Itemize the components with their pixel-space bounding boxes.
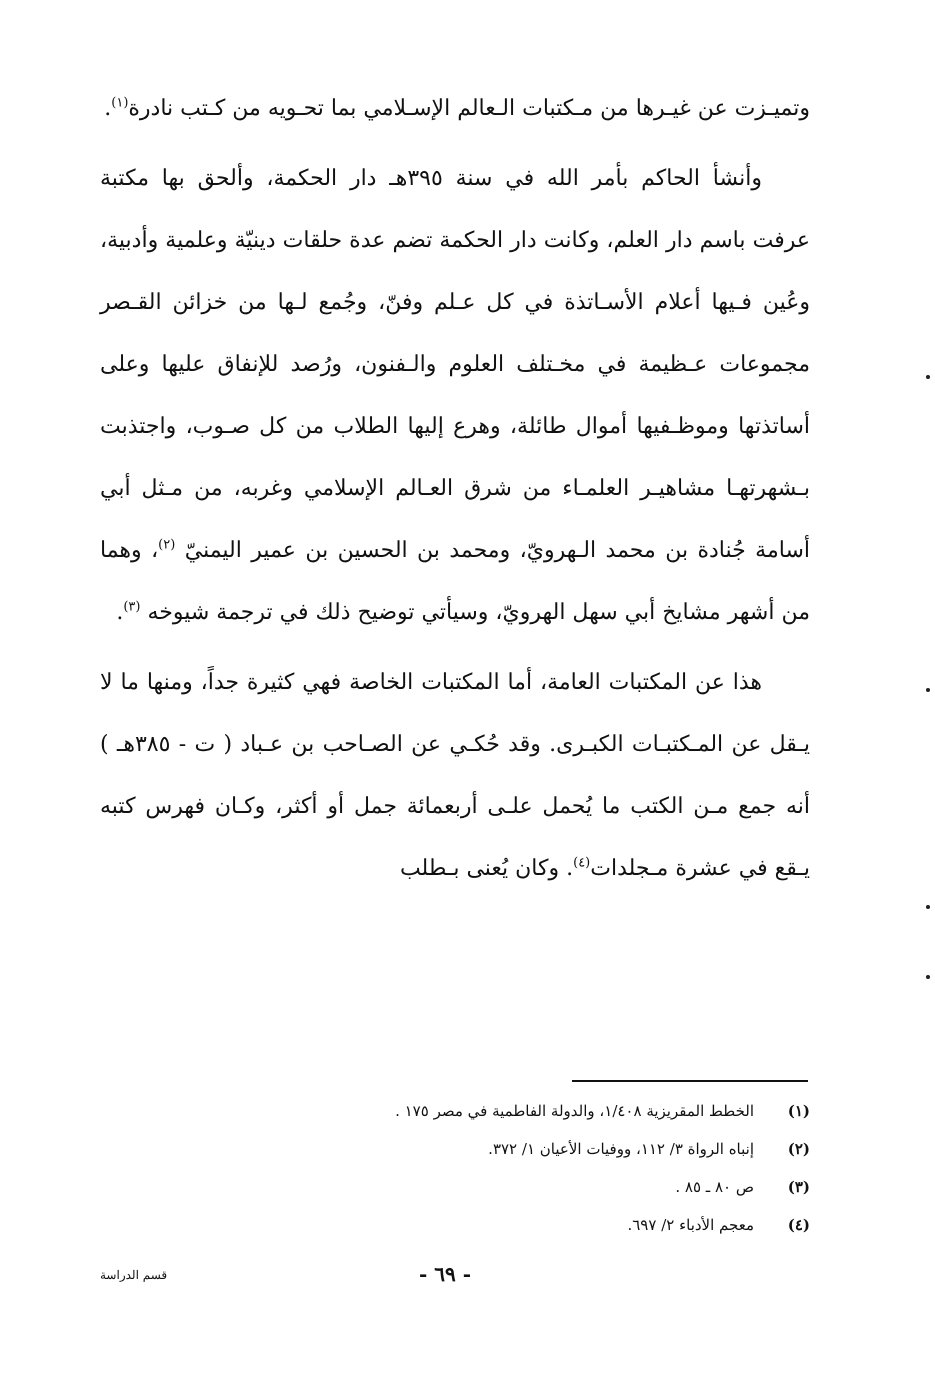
footnote-separator xyxy=(572,1080,808,1082)
scan-speck xyxy=(926,975,930,979)
footnote-4 xyxy=(300,1206,810,1244)
scan-speck xyxy=(926,688,930,692)
paragraph-3-text: هذا عن المكتبات العامة، أما المكتبات الخاصة فهي كثيرة جداً، ومنها ما لا يـقل عن المـكتبـات الكبـرى. وقد حُكـي عن الصـاحب بن عـباد ( ت - ٣٨٥هـ ) أنه جمع مـن الكتب ما يُحمل علـى أربعمائة جمل أو أكثر، وكـان فهرس كتبه يـقع في عشرة مـجلدات xyxy=(100,670,810,881)
scan-speck xyxy=(926,375,930,379)
footnote-2 xyxy=(300,1130,810,1168)
paragraph-2-tail: . xyxy=(116,600,124,625)
paragraph-1-text: وتميـزت عن غيـرها من مـكتبات الـعالم الإسـلامي بما تحـويه من كـتب نادرة xyxy=(128,96,810,121)
footnote-number: (٣) xyxy=(787,1178,810,1196)
paragraph-3-tail: . وكان يُعنى بـطلب xyxy=(399,856,574,881)
footnote-text: ص ٨٠ ـ ٨٥ . xyxy=(675,1178,754,1196)
footnote-text: إنباه الرواة ٣/ ١١٢، ووفيات الأعيان ١/ ٣٧٢. xyxy=(488,1140,754,1158)
footnote-number: (٤) xyxy=(787,1216,810,1234)
paragraph-1 xyxy=(100,78,810,140)
footnotes xyxy=(300,1092,810,1244)
footnote-ref-2: (٢) xyxy=(158,537,176,553)
scan-speck xyxy=(926,905,930,909)
footnote-ref-4: (٤) xyxy=(573,855,591,871)
footnote-number: (٢) xyxy=(787,1140,810,1158)
paragraph-2-text: وأنشأ الحاكم بأمر الله في سنة ٣٩٥هـ دار الحكمة، وألحق بها مكتبة عرفت باسم دار العلم، وكانت دار الحكمة تضم عدة حلقات دينيّة وعلمية وأدبية، وعُين فـيها أعلام الأسـاتذة في كل عـلم وفنّ، وجُمع لـها من خزائن القـصر مجموعات عـظيمة في مخـتلف العلوم والـفنون، ورُصد للإنفاق عليها وعلى أساتذتها وموظـفيها أموال طائلة، وهرع إليها الطلاب من كل صـوب، واجتذبت بـشهرتهـا مشاهيـر العلمـاء من شرق العـالم الإسلامي وغربه، من مـثل أبي أسامة جُنادة بن محمد الـهرويّ، ومحمد بن الحسين بن عمير اليمنيّ xyxy=(100,166,810,563)
footnote-text: معجم الأدباء ٢/ ٦٩٧. xyxy=(627,1216,754,1234)
footnote-number: (١) xyxy=(787,1102,810,1120)
footnote-ref-1: (١) xyxy=(111,95,129,111)
footnote-text: الخطط المقريزية ١/٤٠٨، والدولة الفاطمية في مصر ١٧٥ . xyxy=(395,1102,754,1120)
paragraph-2-middle: ، وهما من أشهر مشايخ أبي سهل الهرويّ، وسيأتي توضيح ذلك في ترجمة شيوخه xyxy=(100,538,810,625)
main-text xyxy=(100,78,810,900)
footnote-3 xyxy=(300,1168,810,1206)
paragraph-1-tail: . xyxy=(104,96,112,121)
paragraph-3 xyxy=(100,652,810,900)
paragraph-2 xyxy=(100,148,810,644)
section-label: قسم الدراسة xyxy=(100,1268,168,1282)
page-number: - ٦٩ - xyxy=(418,1262,471,1286)
footnote-1 xyxy=(300,1092,810,1130)
footnote-ref-3: (٣) xyxy=(123,599,141,615)
